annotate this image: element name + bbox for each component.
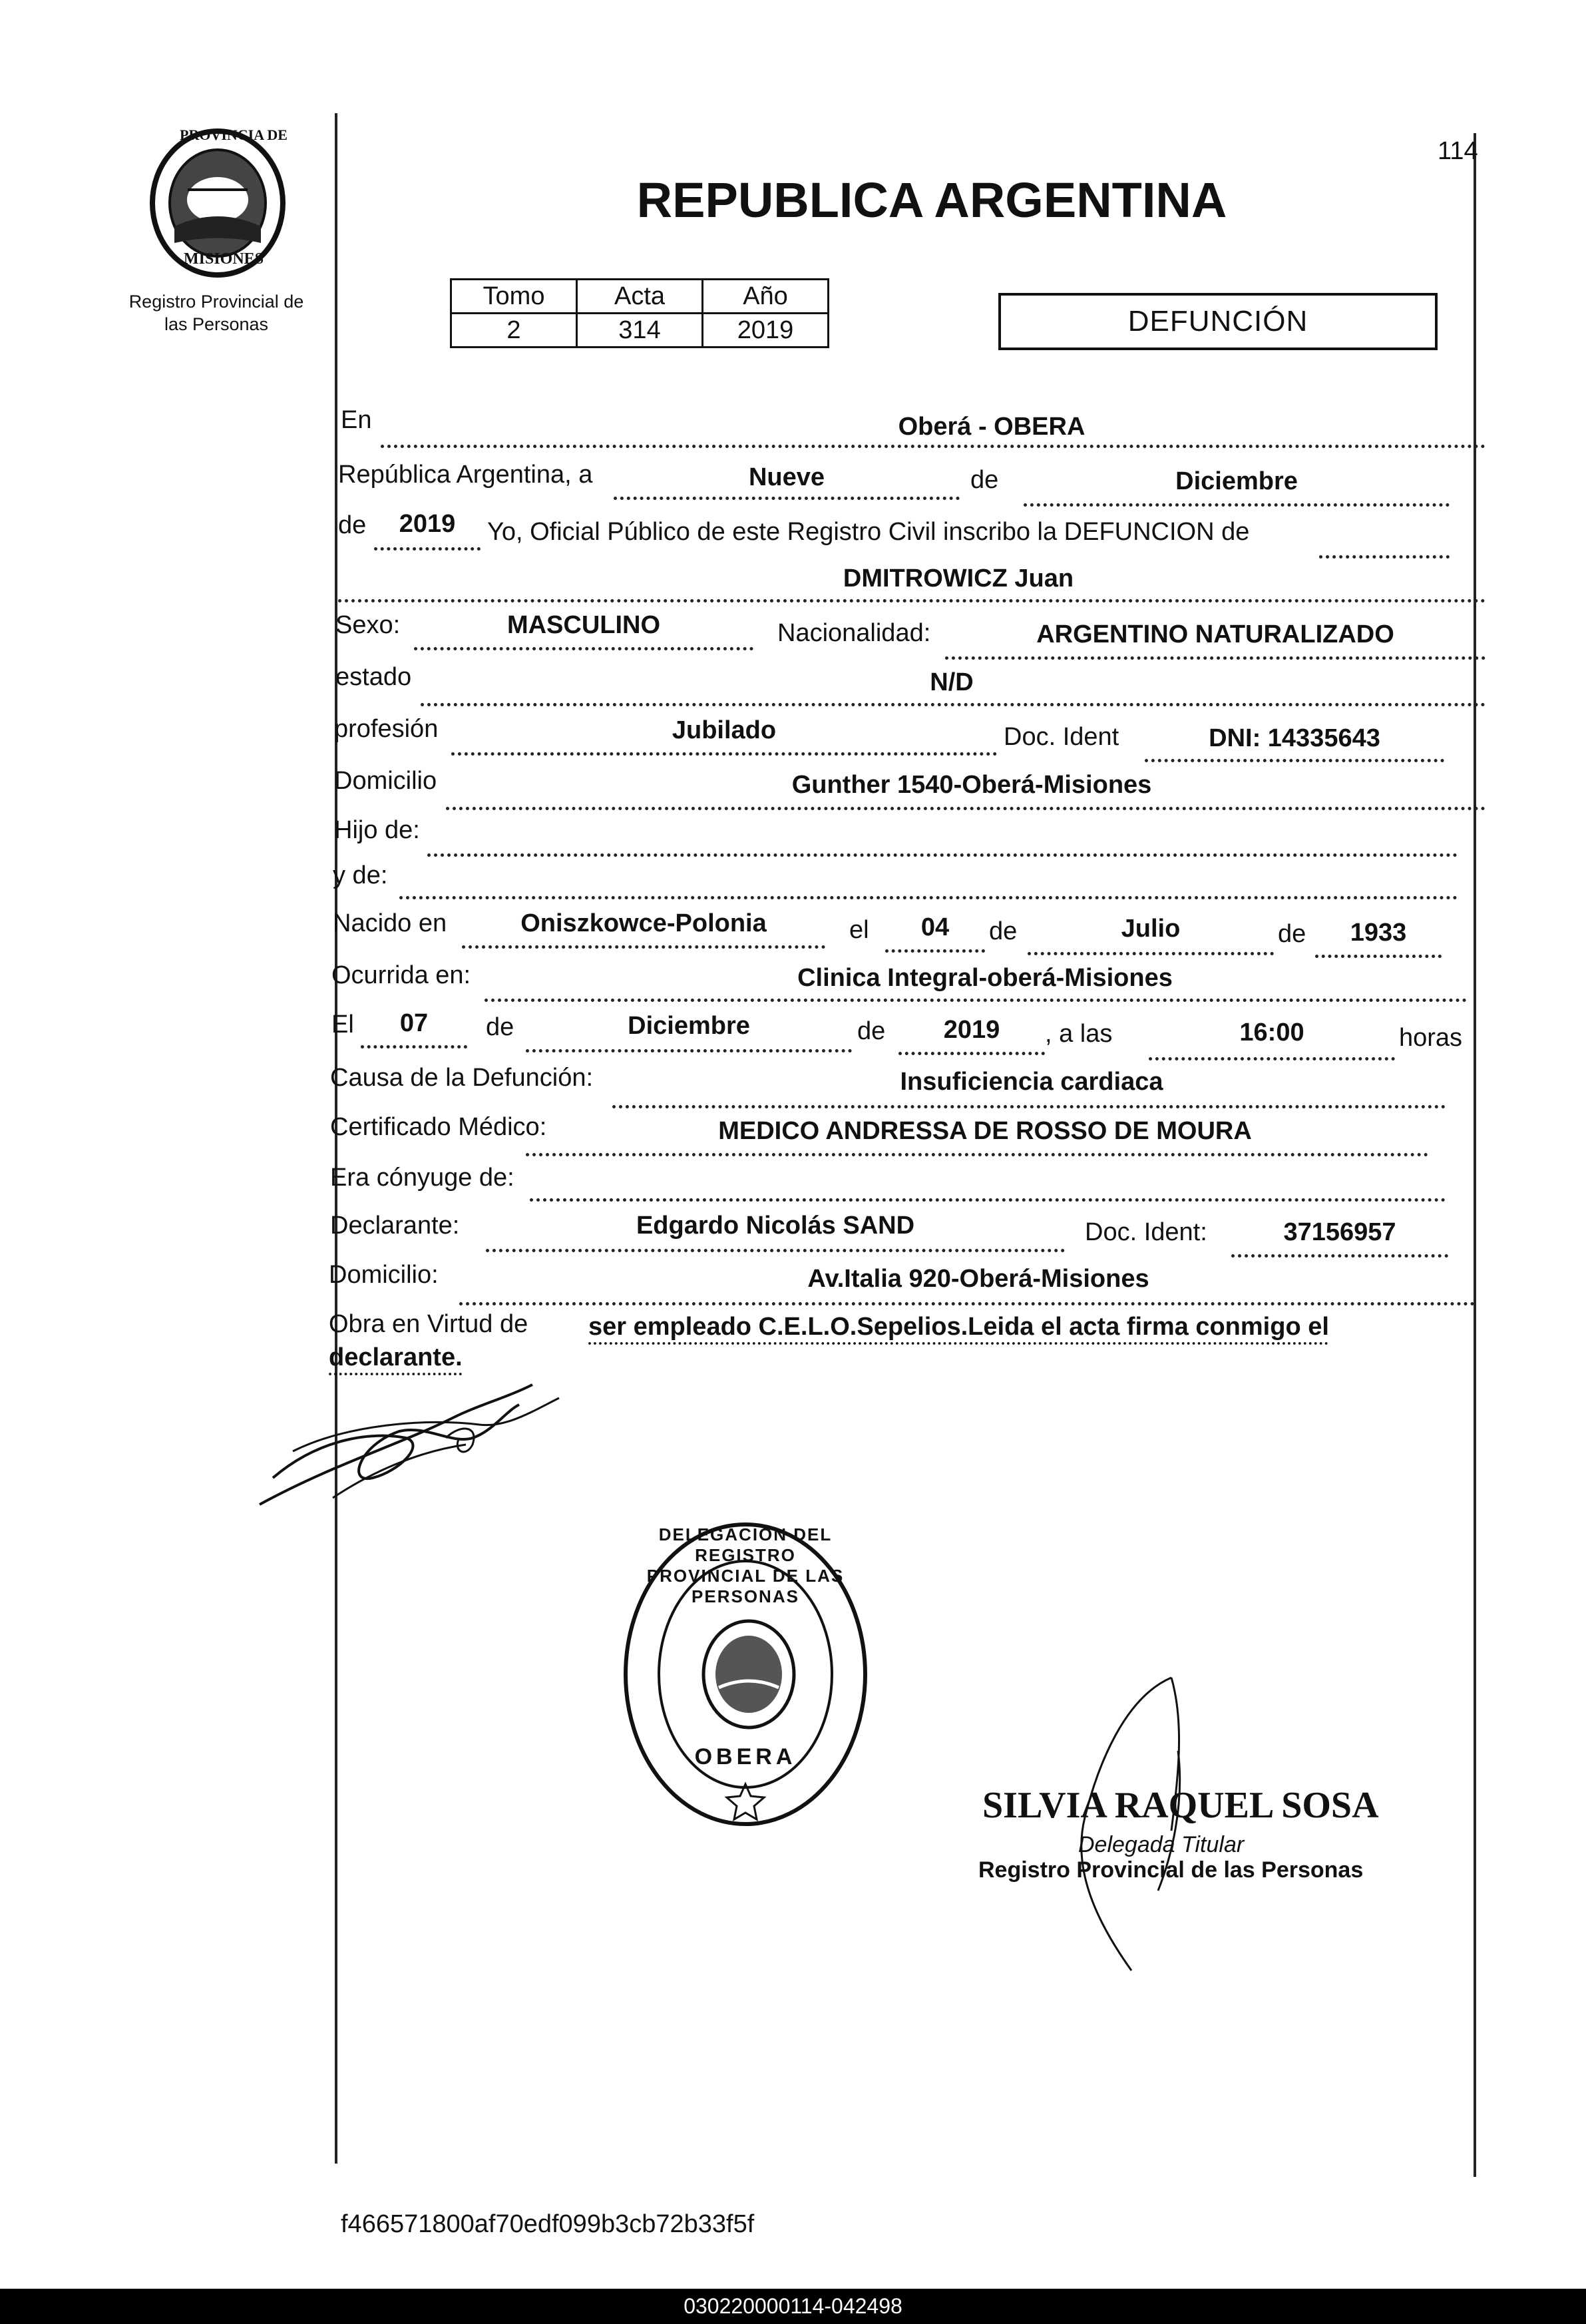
sexo-label: Sexo: — [335, 611, 401, 639]
dotted-line — [381, 445, 1486, 448]
province-logo — [148, 126, 288, 280]
declarant-signature-icon — [253, 1371, 586, 1518]
de-label: de — [970, 466, 999, 494]
death-time: 16:00 — [1239, 1019, 1304, 1046]
birth-de-label-2: de — [1278, 920, 1306, 948]
registry-header-tomo: Tomo — [451, 280, 577, 314]
death-de-label-2: de — [857, 1017, 886, 1045]
dotted-line — [1145, 759, 1444, 762]
logo-caption — [113, 290, 319, 336]
docident-value: DNI: 14335643 — [1209, 724, 1380, 752]
decl-docident-label: Doc. Ident: — [1085, 1218, 1207, 1246]
dotted-line — [485, 999, 1467, 1002]
ocurrida-label: Ocurrida en: — [331, 961, 471, 989]
declarante-label: Declarante: — [330, 1212, 460, 1240]
decl-domicilio-label: Domicilio: — [329, 1261, 439, 1289]
declarante-value: Edgardo Nicolás SAND — [636, 1212, 915, 1240]
yde-label: y de: — [333, 861, 388, 889]
dotted-line — [885, 949, 985, 953]
dotted-line — [526, 1153, 1428, 1156]
death-de-label: de — [486, 1013, 514, 1041]
registry-header-ano: Año — [703, 280, 829, 314]
registry-table — [450, 278, 829, 348]
obra-label: Obra en Virtud de — [329, 1310, 528, 1338]
dotted-line — [446, 807, 1486, 810]
decl-domicilio-value: Av.Italia 920-Oberá-Misiones — [807, 1265, 1149, 1293]
nacido-label: Nacido en — [333, 909, 447, 937]
birth-day: 04 — [920, 913, 950, 941]
conyuge-label: Era cónyuge de: — [330, 1164, 514, 1192]
registry-header-acta: Acta — [577, 280, 703, 314]
dotted-line — [945, 656, 1486, 660]
republica-label: República Argentina, a — [338, 461, 593, 489]
birth-month: Julio — [1121, 915, 1181, 943]
docident-label: Doc. Ident — [1004, 723, 1119, 751]
dotted-line — [421, 703, 1486, 706]
official-seal — [619, 1518, 872, 1831]
dotted-line — [1315, 955, 1442, 958]
dotted-line — [462, 945, 825, 949]
el-label: el — [849, 916, 869, 944]
dotted-line — [1024, 503, 1450, 507]
registry-value-ano: 2019 — [703, 314, 829, 348]
birth-de-label: de — [989, 917, 1018, 945]
official-signature-icon — [1045, 1671, 1245, 1977]
inscribo-text: Yo, Oficial Público de este Registro Civil inscribo la DEFUNCION de — [487, 518, 1250, 546]
estado-label: estado — [335, 663, 412, 691]
dotted-line — [427, 853, 1458, 857]
dotted-line — [459, 1302, 1475, 1305]
dotted-line — [898, 1052, 1045, 1055]
footer-code: 030220000114-042498 — [684, 2294, 902, 2318]
year-value: 2019 — [399, 510, 456, 538]
registry-value-acta: 314 — [577, 314, 703, 348]
logo-caption-line2: las Personas — [164, 314, 269, 334]
death-day: 07 — [399, 1009, 429, 1037]
profesion-value: Jubilado — [672, 716, 777, 744]
dotted-line — [361, 1045, 467, 1048]
dotted-line — [612, 1105, 1446, 1108]
causa-value: Insuficiencia cardiaca — [900, 1068, 1163, 1096]
dotted-line — [1231, 1254, 1448, 1258]
death-el-label: El — [331, 1011, 354, 1039]
en-label: En — [341, 406, 372, 434]
certificado-label: Certificado Médico: — [330, 1113, 547, 1141]
seal-ring-text: DELEGACION DEL REGISTRO PROVINCIAL DE LAS PERSONAS — [646, 1524, 845, 1606]
nacionalidad-value: ARGENTINO NATURALIZADO — [1036, 620, 1394, 648]
official-office: Registro Provincial de las Personas — [978, 1857, 1364, 1883]
en-value: Oberá - OBERA — [898, 413, 1086, 441]
hash-code: f466571800af70edf099b3cb72b33f5f — [341, 2210, 755, 2238]
ocurrida-value: Clinica Integral-oberá-Misiones — [797, 964, 1173, 992]
dotted-line — [338, 599, 1486, 602]
death-year: 2019 — [943, 1016, 1000, 1044]
country-title: REPUBLICA ARGENTINA — [636, 172, 1227, 228]
dotted-line — [1319, 555, 1450, 559]
causa-label: Causa de la Defunción: — [330, 1064, 594, 1092]
dotted-line — [451, 752, 997, 756]
year-prefix: de — [338, 511, 367, 539]
logo-caption-line1: Registro Provincial de — [128, 292, 304, 312]
deceased-name: DMITROWICZ Juan — [843, 565, 1074, 592]
horas-label: horas — [1399, 1024, 1463, 1052]
estado-value: N/D — [930, 668, 974, 696]
death-month: Diciembre — [628, 1012, 750, 1040]
sexo-value: MASCULINO — [506, 611, 661, 639]
nacido-value: Oniszkowce-Polonia — [520, 909, 767, 937]
month-value: Diciembre — [1175, 467, 1298, 495]
day-value: Nueve — [748, 463, 825, 491]
dotted-line — [526, 1049, 852, 1052]
dotted-line — [399, 896, 1458, 899]
dotted-line — [1149, 1057, 1395, 1060]
decl-docident-value: 37156957 — [1283, 1218, 1396, 1246]
logo-text-top: PROVINCIA DE — [180, 126, 288, 143]
dotted-line — [486, 1249, 1065, 1252]
right-margin-line — [1474, 133, 1476, 2177]
official-title: Delegada Titular — [1078, 1832, 1245, 1857]
dotted-line — [530, 1198, 1446, 1202]
footer-code-bar — [0, 2289, 1586, 2324]
seal-city: OBERA — [694, 1744, 797, 1769]
obra-value: ser empleado C.E.L.O.Sepelios.Leida el acta firma conmigo el — [588, 1313, 1329, 1341]
dotted-line — [1028, 952, 1274, 955]
official-name: SILVIA RAQUEL SOSA — [982, 1785, 1379, 1826]
page-number: 114 — [1438, 137, 1478, 165]
alas-label: , a las — [1045, 1020, 1113, 1048]
profesion-label: profesión — [334, 715, 439, 743]
dotted-line — [374, 547, 481, 551]
dotted-line — [614, 497, 960, 500]
nacionalidad-label: Nacionalidad: — [777, 619, 931, 647]
hijo-label: Hijo de: — [334, 816, 420, 844]
registry-value-tomo: 2 — [451, 314, 577, 348]
birth-year: 1933 — [1350, 919, 1407, 947]
certificado-value: MEDICO ANDRESSA DE ROSSO DE MOURA — [718, 1117, 1252, 1145]
dotted-line — [414, 647, 753, 650]
obra-value-2: declarante. — [329, 1343, 463, 1371]
domicilio-label: Domicilio — [334, 767, 437, 795]
act-type-box: DEFUNCIÓN — [998, 293, 1438, 350]
logo-text-bottom: MISIONES — [184, 250, 264, 268]
domicilio-value: Gunther 1540-Oberá-Misiones — [791, 771, 1152, 799]
